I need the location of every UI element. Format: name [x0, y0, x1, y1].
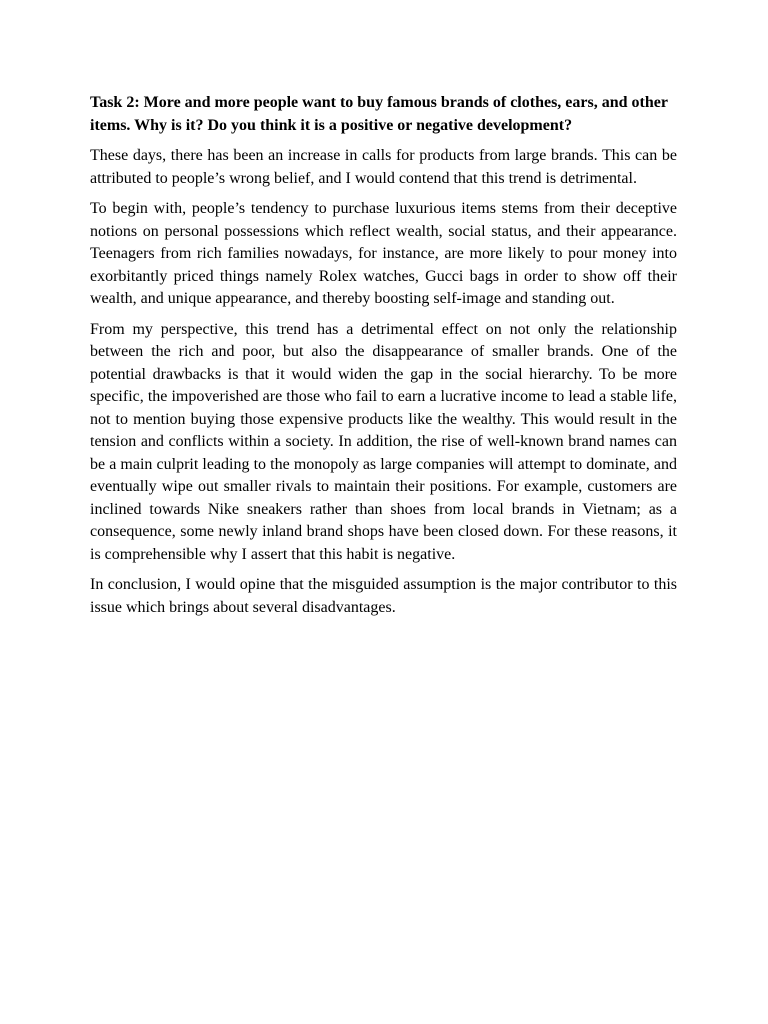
document-page: [90, 92, 677, 627]
body-paragraph-effects: From my perspective, this trend has a detrimental effect on not only the relationship between the rich and poor, but also the disappearance of smaller brands. One of the potential drawbacks is that it would widen the gap in the social hierarchy. To be more specific, the impoverished are those who fail to earn a lucrative income to lead a stable life, not to mention buying those expensive products like the wealthy. This would result in the tension and conflicts within a society. In addition, the rise of well-known brand names can be a main culprit leading to the monopoly as large companies will attempt to dominate, and eventually wipe out smaller rivals to maintain their positions. For example, customers are inclined towards Nike sneakers rather than shoes from local brands in Vietnam; as a consequence, some newly inland brand shops have been closed down. For these reasons, it is comprehensible why I assert that this habit is negative.: [90, 320, 677, 563]
body-paragraph-reasons: To begin with, people’s tendency to purchase luxurious items stems from their deceptive notions on personal possessions which reflect wealth, social status, and their appearance. Teenagers from rich families nowadays, for instance, are more likely to pour money into exorbitantly priced things namely Rolex watches, Gucci bags in order to show off their wealth, and unique appearance, and thereby boosting self-image and standing out.: [90, 200, 677, 307]
task-heading: Task 2: More and more people want to buy famous brands of clothes, ears, and other items. Why is it? Do you think it is a positive or negative development?: [90, 94, 668, 134]
introduction-paragraph: These days, there has been an increase in calls for products from large brands. This can be attributed to people’s wrong belief, and I would contend that this trend is detrimental.: [90, 147, 677, 187]
conclusion-paragraph: In conclusion, I would opine that the misguided assumption is the major contributor to this issue which brings about several disadvantages.: [90, 576, 677, 616]
